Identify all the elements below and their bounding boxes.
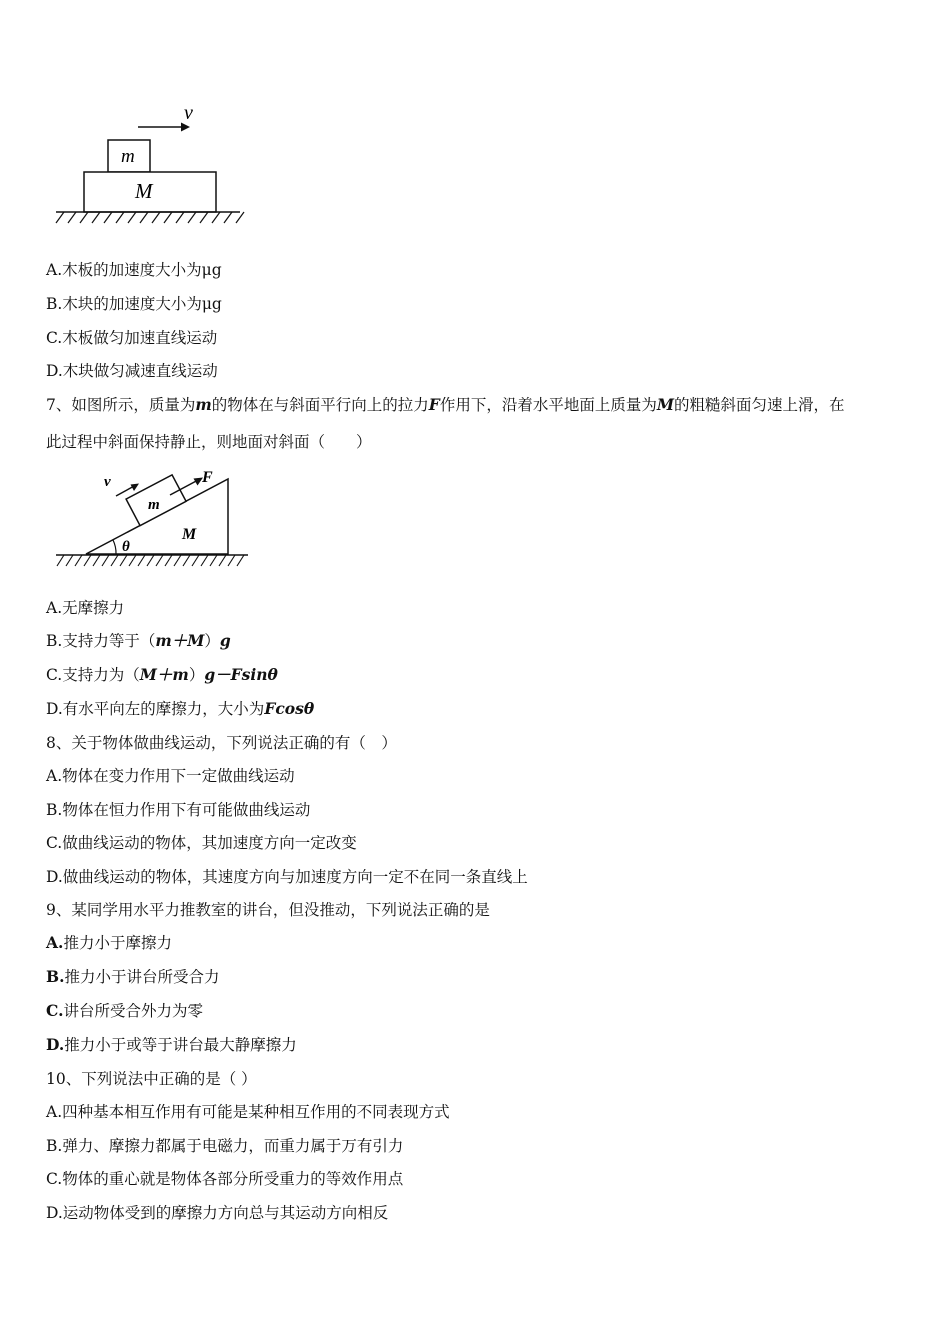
q10-stem: 10、下列说法中正确的是（ ） <box>46 1070 257 1088</box>
q6-option-b: B.木块的加速度大小为μg <box>46 295 222 313</box>
q7-option-d-prefix: D.有水平向左的摩擦力，大小为 <box>46 700 265 718</box>
force-label: F <box>202 469 213 486</box>
q7-var-m: m <box>195 395 212 414</box>
incline-figure <box>50 462 260 577</box>
q9-option-c-letter: C. <box>46 1001 64 1020</box>
q8-option-d: D.做曲线运动的物体，其速度方向与加速度方向一定不在同一条直线上 <box>46 868 528 886</box>
q7-stem-part2: 的物体在与斜面平行向上的拉力 <box>211 396 429 414</box>
q10-option-b: B.弹力、摩擦力都属于电磁力，而重力属于万有引力 <box>46 1137 404 1155</box>
q7-option-b <box>46 631 231 651</box>
q7-option-b-prefix: B.支持力等于（ <box>46 632 156 650</box>
q7-option-a: A.无摩擦力 <box>46 599 125 617</box>
q6-option-a: A.木板的加速度大小为μg <box>46 261 222 279</box>
q7-stem-part1: 7、如图所示，质量为 <box>46 396 196 414</box>
q7-option-b-expr: m＋M <box>155 631 205 650</box>
q8-option-b: B.物体在恒力作用下有可能做曲线运动 <box>46 801 311 819</box>
q9-option-d-letter: D. <box>46 1035 65 1054</box>
q7-option-c-tail: g－Fsinθ <box>204 665 278 684</box>
q10-option-d: D.运动物体受到的摩擦力方向总与其运动方向相反 <box>46 1204 389 1222</box>
velocity-label: v <box>184 102 193 124</box>
q6-option-d: D.木块做匀减速直线运动 <box>46 362 218 380</box>
ground-hatching <box>56 212 244 223</box>
ground-hatching <box>57 555 244 566</box>
q7-option-c-suffix: ） <box>188 666 205 684</box>
q9-option-c-text: 讲台所受合外力为零 <box>63 1002 203 1020</box>
board-block-figure <box>50 95 250 230</box>
velocity-label: v <box>104 474 111 490</box>
incline-label: M <box>182 526 197 543</box>
q8-stem: 8、关于物体做曲线运动，下列说法正确的有（ ） <box>46 734 397 752</box>
q9-option-c <box>46 1001 203 1021</box>
q7-option-d <box>46 699 314 719</box>
q9-option-d-text: 推力小于或等于讲台最大静摩擦力 <box>64 1036 297 1054</box>
q7-stem-line2: 此过程中斜面保持静止，则地面对斜面（ ） <box>46 433 372 451</box>
board-label: M <box>135 179 153 203</box>
q9-option-b-letter: B. <box>46 967 65 986</box>
q8-option-c: C.做曲线运动的物体，其加速度方向一定改变 <box>46 834 357 852</box>
angle-label: θ <box>122 539 130 555</box>
q10-option-c: C.物体的重心就是物体各部分所受重力的等效作用点 <box>46 1170 404 1188</box>
q7-option-c-expr: M＋m <box>139 665 189 684</box>
q9-option-b-text: 推力小于讲台所受合力 <box>64 968 220 986</box>
q9-option-a-letter: A. <box>46 933 64 952</box>
q9-option-d <box>46 1035 297 1055</box>
q9-option-a <box>46 933 172 953</box>
q6-option-c: C.木板做匀加速直线运动 <box>46 329 218 347</box>
q9-stem: 9、某同学用水平力推教室的讲台，但没推动，下列说法正确的是 <box>46 901 490 919</box>
q7-stem-part4: 的粗糙斜面匀速上滑，在 <box>674 396 845 414</box>
q9-option-b <box>46 967 220 987</box>
q7-var-M: M <box>656 395 674 414</box>
q7-stem-line1 <box>46 395 845 415</box>
q8-option-a: A.物体在变力作用下一定做曲线运动 <box>46 767 295 785</box>
q7-option-c-prefix: C.支持力为（ <box>46 666 140 684</box>
q7-option-d-expr: Fcosθ <box>264 699 315 718</box>
q7-var-f: F <box>428 395 440 414</box>
q7-option-c <box>46 665 278 685</box>
q9-option-a-text: 推力小于摩擦力 <box>63 934 172 952</box>
small-block-label: m <box>121 146 135 167</box>
block-m-label: m <box>148 497 160 513</box>
q10-option-a: A.四种基本相互作用有可能是某种相互作用的不同表现方式 <box>46 1103 450 1121</box>
q7-stem-part3: 作用下，沿着水平地面上质量为 <box>439 396 657 414</box>
q7-option-b-g: g <box>219 631 231 650</box>
q7-option-b-suffix: ） <box>204 632 220 650</box>
